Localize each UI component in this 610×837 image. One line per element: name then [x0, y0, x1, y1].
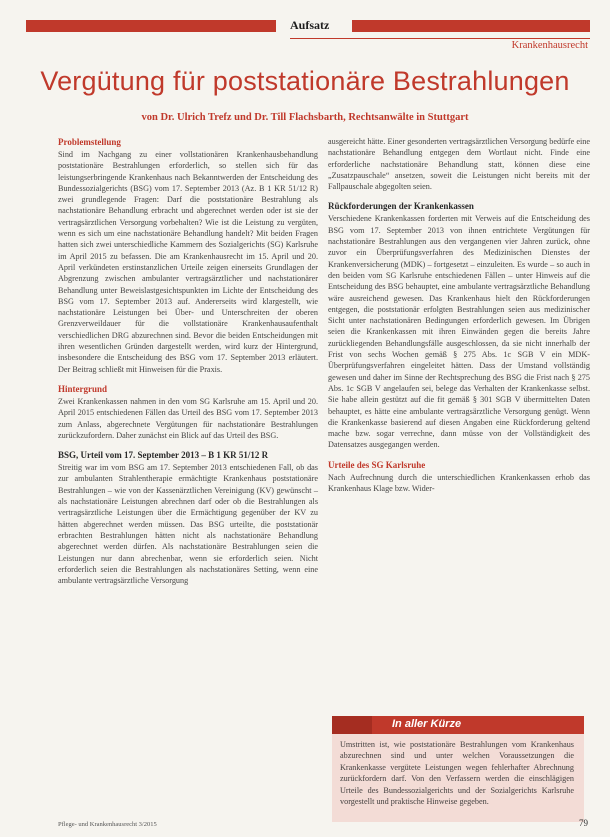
summary-box-header [332, 716, 584, 734]
summary-box-title: In aller Kürze [392, 718, 462, 730]
section-text-problem: Sind im Nachgang zu einer vollstationären Krankenhausbehandlung poststationäre Bestrahlungen erforderlich, so stellen sich für das leistungserbringende Krankenhaus nach Bekanntwerden der Entscheidung des Bundessozialgerichts (BSG) vom 17. September 2013 (Az. B 1 KR 51/12 R) zwei grundlegende Fragen: Darf die poststationäre Bestrahlung als nachstationäre Behandlung erbracht und abgerechnet werden oder ist sie der vertragsärztlichen Versorgung vorbehalten? Wie ist die Leistung zu vergüten, wenn es sich um eine nachstationäre Behandlung handelt? Mit beiden Fragen hatten sich zwei unterschiedliche Kammern des Sozialgerichts (SG) Karlsruhe im April 2015 zu befassen. Die am Krankenhausrecht im 15. April und 20. April verkündeten erstinstanzlichen Urteile zeigen einerseits Grundlagen der Abgrenzung zwischen ambulanter vertragsärztlicher und nachstationärer Behandlung unter Beweislastgesichtspunkten im Lichte der Entscheidung des BSG vom 17. September 2013 auf. Andererseits wird klargestellt, wie nachstationäre Leistungen bei Über- und Unterschreiten der oberen Grenzverweildauer für die vollstationäre Krankenhausaufenthalt verschiedlichen DRG abzurechnen sind. Bevor die beiden Entscheidungen mit ihren wesentlichen Gründen dargestellt werden, wird kurz der Hintergrund, insbesondere die Entscheidung des BSG vom 17. September 2013 erläutert. Der Beitrag schließt mit Hinweisen für die Praxis. [58, 150, 318, 374]
section-text-bsg: Streitig war im vom BSG am 17. September 2013 entschiedenen Fall, ob das zur ambulanten Strahlentherapie ermächtigte Krankenhaus poststationäre Bestrahlungen – wie von der Kassenärztlichen Vereinigung (KV) gewünscht – als nachstationäre Leistungen abrechnen darf oder ob die Bestrahlungen als vertragsärztliche Leistungen über die Ermächtigung gegenüber der KV zu hätten abgerechnet werden müssen. Das BSG urteilte, die poststationär erbrachten Bestrahlungen hätten nicht als nachstationäre Behandlung abgerechnet werden dürfen. Als nachstationäre Bestrahlungen seien die Leistungen nur dann abrechenbar, wenn sie erforderlich seien. Nicht erforderlich seien die Bestrahlungen als nachstationäres Setting, wenn eine ambulante vertragsärztliche Versorgung [58, 463, 318, 586]
summary-box-accent [332, 716, 372, 734]
article-title: Vergütung für poststationäre Bestrahlungen [40, 66, 570, 96]
article-authors: von Dr. Ulrich Trefz und Dr. Till Flachsbarth, Rechtsanwälte in Stuttgart [141, 112, 469, 123]
header-thin-rule [290, 38, 590, 39]
summary-box [332, 716, 584, 822]
section-heading-sg-karlsruhe: Urteile des SG Karlsruhe [328, 459, 426, 470]
section-heading-background: Hintergrund [58, 383, 108, 394]
summary-box-text: Umstritten ist, wie poststationäre Bestrahlungen vom Krankenhaus abzurechnen sind und unter welchen Voraussetzungen die Krankenkasse vergütete Leistungen wegen fehlerhafter Abrechnung zurückfordern darf. Von den Verfassern werden die einschlägigen Urteile des Bundessozialgerichts und der Sozialgerichts Karlsruhe vorgestellt und praktische Hinweise gegeben. [340, 740, 574, 807]
header-rule-right [352, 20, 590, 32]
header-rule-left [26, 20, 276, 32]
section-heading-claims: Rückforderungen der Krankenkassen [328, 201, 474, 212]
footer-journal: Pflege- und Krankenhausrecht 3/2015 [58, 821, 157, 828]
right-column [328, 136, 590, 502]
section-text-claims: Verschiedene Krankenkassen forderten mit Verweis auf die Entscheidung des BSG vom 17. September 2013 von ihnen entrichtete Vergütungen für nachstationäre Bestrahlungen aus den vergangenen vier Jahren zurück, ohne zuvor ein Überprüfungsverfahren des Medizinischen Dienstes der Krankenversicherung (MDK) – fortgesetzt – einzuleiten. Es wurde – so auch in den beiden vom SG Karlsruhe entschiedenen Fällen – unter Hinweis auf die Entscheidung des BSG behauptet, eine ambulante vertragsärztliche Behandlung wäre ausreichend gewesen. Das Krankenhaus hielt den Rückforderungen entgegen, die poststationär erfolgten Bestrahlungen seien aus medizinischer Sicht unter nachstationären Bedingungen erforderlich gewesen. Im Übrigen seien die Krankenkassen mit ihren Einwänden gegen die bereits Jahre zurückliegenden Behandlungsfälle ausgeschlossen, da sie nicht innerhalb der Frist von sechs Wochen gemäß § 275 Abs. 1c SGB V ein MDK-Überprüfungsverfahren eingeleitet hätten. Dass der Umstand vollständig gewesen und daher im Sinne der Rechtsprechung des BSG die Frist nach § 275 Abs. 1c SGB V angelaufen sei, belege das Verhalten der Krankenkasse selbst. Sie habe allein gestützt auf die fit gemäß § 301 SGB V übermittelten Daten behauptet, es hätte eine ambulante vertragsärztliche Versorgung genügt. Wenn die Krankenkasse basierend auf diesen Angaben eine Rückforderung geltend mache bzw. sogar verrechne, dann müsse von der Vollständigkeit des Datensatzes ausgegangen werden. [328, 214, 590, 450]
topic-label: Krankenhausrecht [511, 40, 588, 51]
section-label: Aufsatz [290, 18, 330, 32]
section-text-continued: ausgereicht hätte. Einer gesonderten vertragsärztlichen Versorgung bedürfe eine nachstationäre Behandlung entgegen dem Wortlaut nicht. Finde eine erforderliche nachstationäre Behandlung statt, können diese eine „Zusatzpauschale“ ansetzen, soweit die Leistungen nicht bereits mit der Fallpauschale abgegolten seien. [328, 137, 590, 192]
section-text-sg-karlsruhe: Nach Aufrechnung durch die unterschiedlichen Krankenkassen erhob das Krankenhaus Klage bzw. Wider- [328, 472, 590, 494]
page-number: 79 [579, 818, 588, 828]
section-heading-problem: Problemstellung [58, 137, 121, 147]
section-heading-bsg: BSG, Urteil vom 17. September 2013 – B 1 KR 51/12 R [58, 450, 269, 461]
section-text-background: Zwei Krankenkassen nahmen in den vom SG Karlsruhe am 15. April und 20. April 2015 entschiedenen Fällen das Urteil des BSG vom 17. September 2013 zum Anlass, abgerechnete Vergütungen für nachstationäre Bestrahlungen zurückzufordern. Daher zunächst ein Blick auf das Urteil des BSG. [58, 396, 318, 440]
left-column [58, 136, 318, 594]
